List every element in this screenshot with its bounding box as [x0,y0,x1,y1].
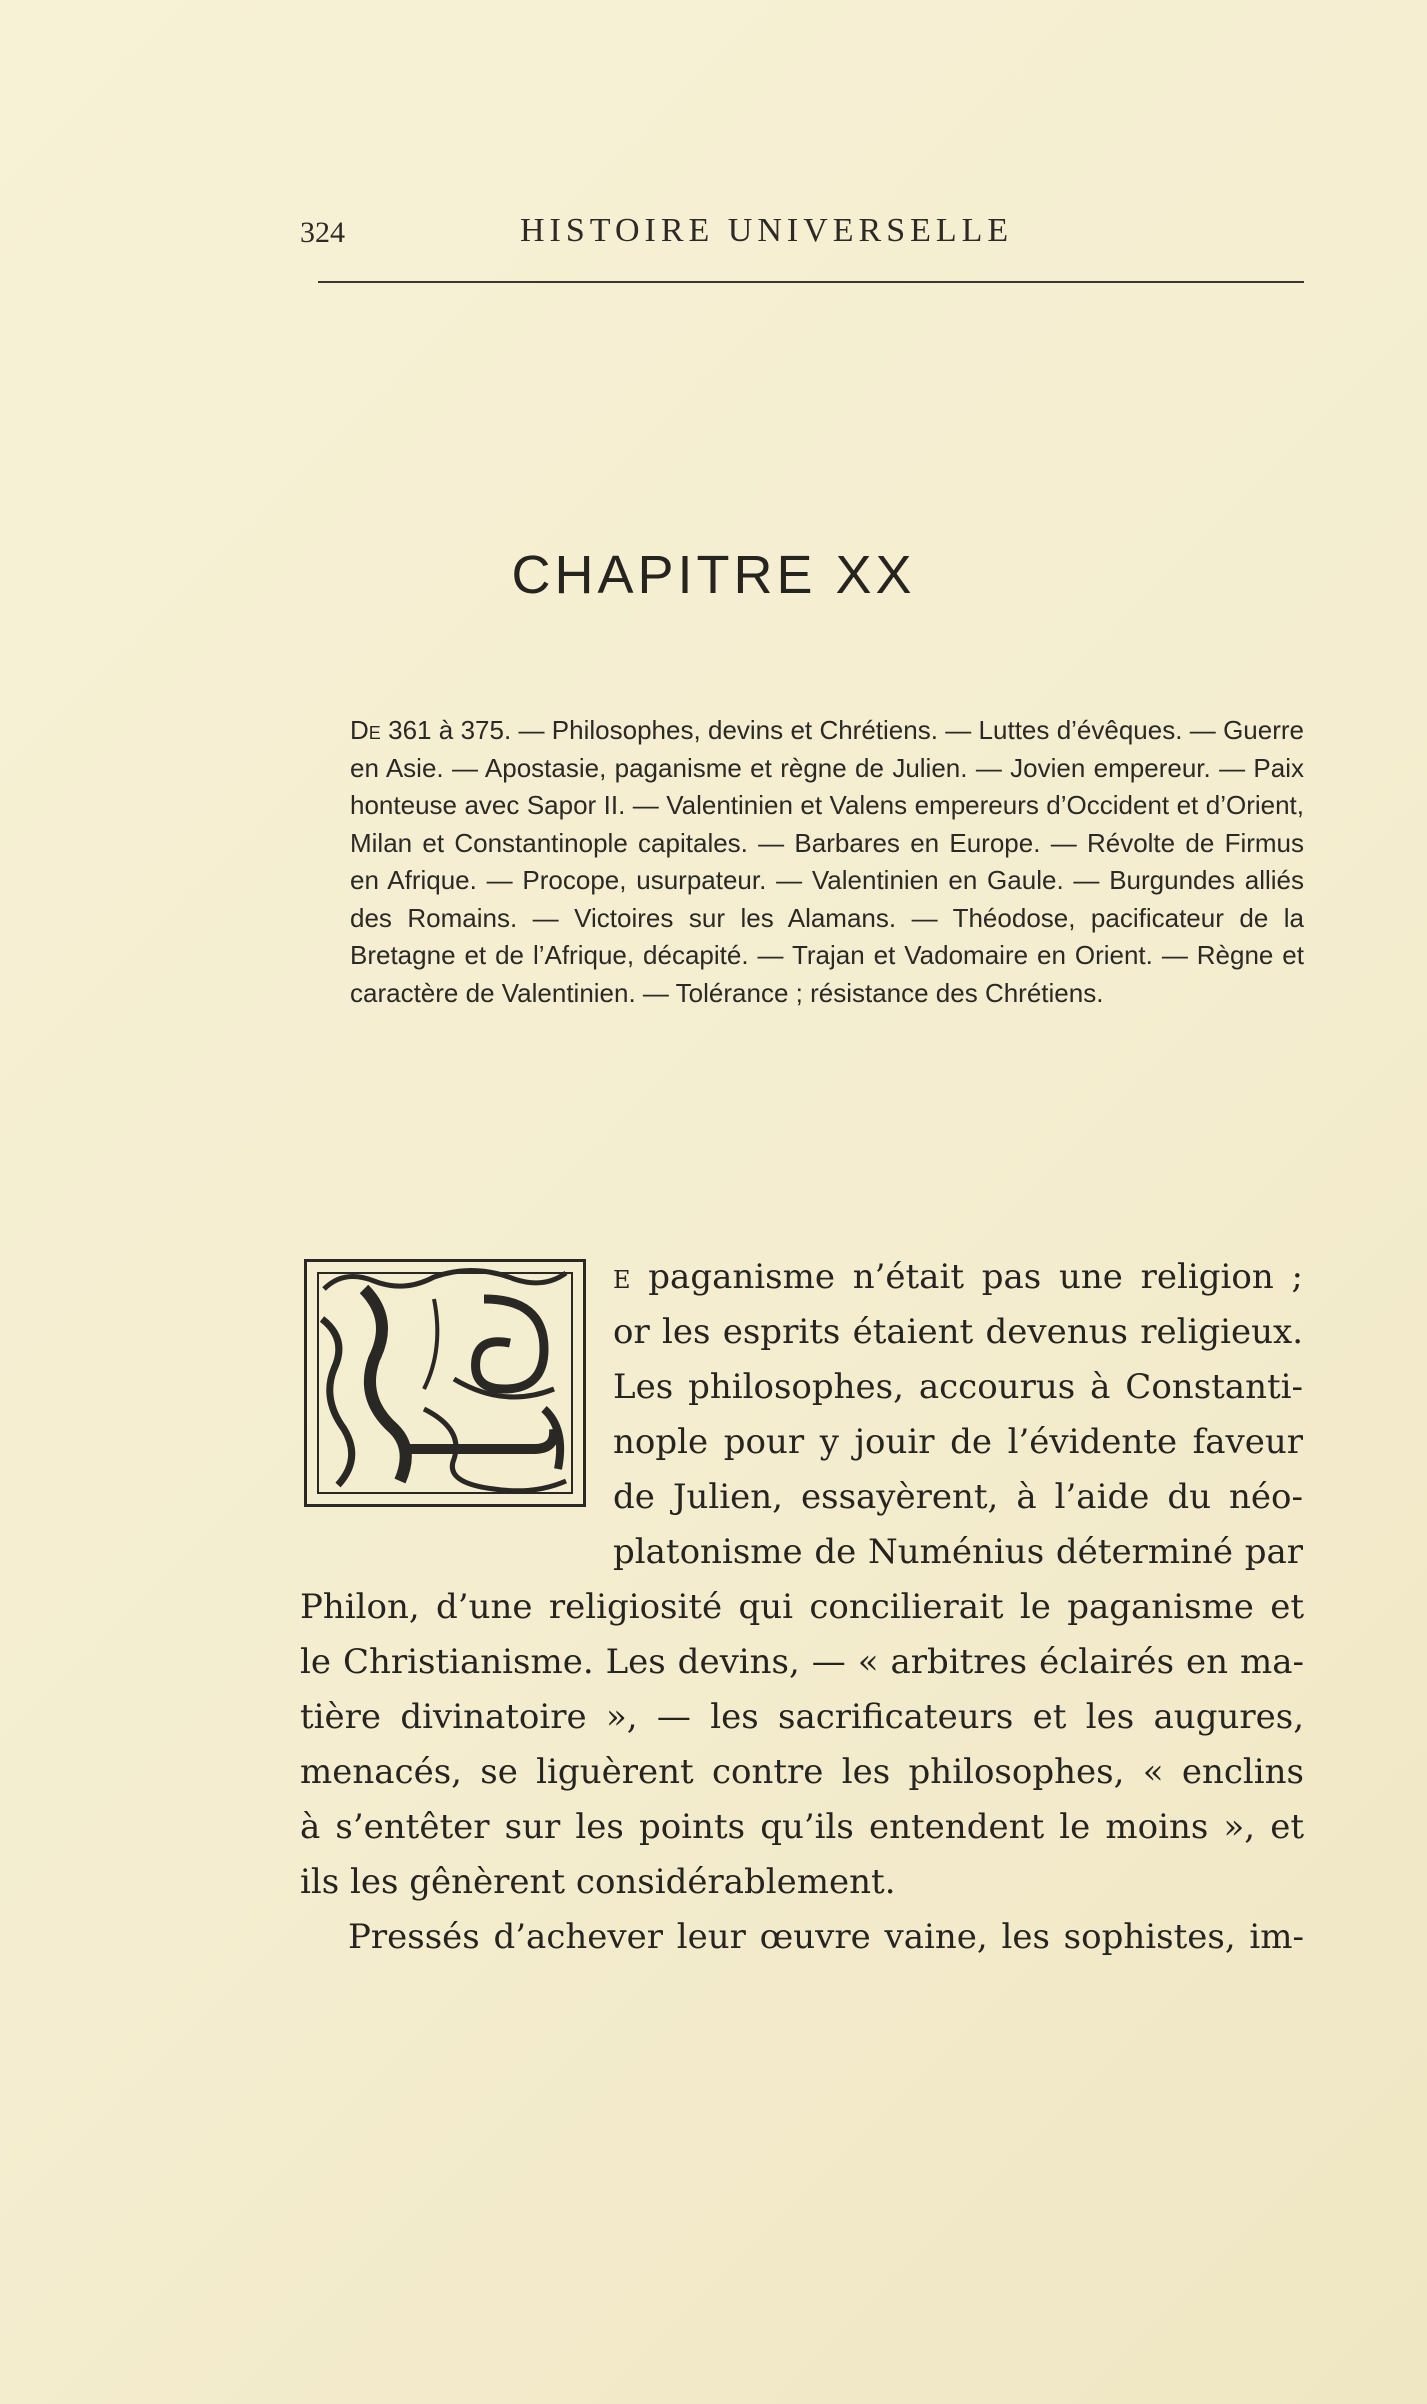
opening-paragraph-wrapped [613,1250,1303,1580]
summary-text: 361 à 375. — Philosophes, devins et Chrétiens. — Luttes d’évêques. — Guerre en Asie. — Apostasie, paganisme et règne de Julien. — Jovien empereur. — Paix honteuse avec Sapor II. — Valentinien et Valens empereurs d’Occident et d’Orient, Milan et Constantinople capitales. — Barbares en Europe. — Révolte de Firmus en Afrique. — Procope, usurpateur. — Valentinien en Gaule. — Burgundes alliés des Romains. — Victoires sur les Alamans. — Théodose, pacificateur de la Bretagne et de l’Afrique, décapité. — Trajan et Vadomaire en Orient. — Règne et caractère de Valentinien. — Tolérance ; résistance des Chrétiens. [350,715,1304,1008]
wrapped-line: platonisme de Numénius déterminé par [613,1532,1303,1572]
wrapped-line: or les esprits étaient devenus religieux. [613,1312,1303,1352]
wrapped-line: nople pour y jouir de l’évidente faveur [613,1422,1303,1462]
header-rule [318,281,1304,283]
chapter-summary [350,712,1304,1012]
wrapped-line: e paganisme n’était pas une religion ; [613,1257,1303,1297]
wrapped-line: de Julien, essayèrent, à l’aide du néo- [613,1477,1303,1517]
first-word-rest: e [613,1257,631,1297]
running-title: HISTOIRE UNIVERSELLE [520,212,1014,249]
body-line: le Christianisme. Les devins, — « arbitres éclairés en ma- [300,1642,1304,1682]
body-line: menacés, se liguèrent contre les philosophes, « enclins [300,1752,1304,1792]
opening-paragraph-full [300,1580,1304,1965]
ornamental-drop-cap [304,1259,586,1507]
body-line: Philon, d’une religiosité qui concilierait le paganisme et [300,1587,1304,1627]
chapter-title: CHAPITRE XX [511,545,916,606]
summary-lead: De [350,715,381,745]
wrapped-line: Les philosophes, accourus à Constanti- [613,1367,1303,1407]
body-line: à s’entêter sur les points qu’ils entendent le moins », et [300,1807,1304,1847]
body-line: Pressés d’achever leur œuvre vaine, les sophistes, im- [348,1917,1304,1957]
page-number: 324 [300,216,345,249]
body-line: ils les gênèrent considérablement. [300,1862,896,1902]
body-line: tière divinatoire », — les sacrificateurs et les augures, [300,1697,1304,1737]
